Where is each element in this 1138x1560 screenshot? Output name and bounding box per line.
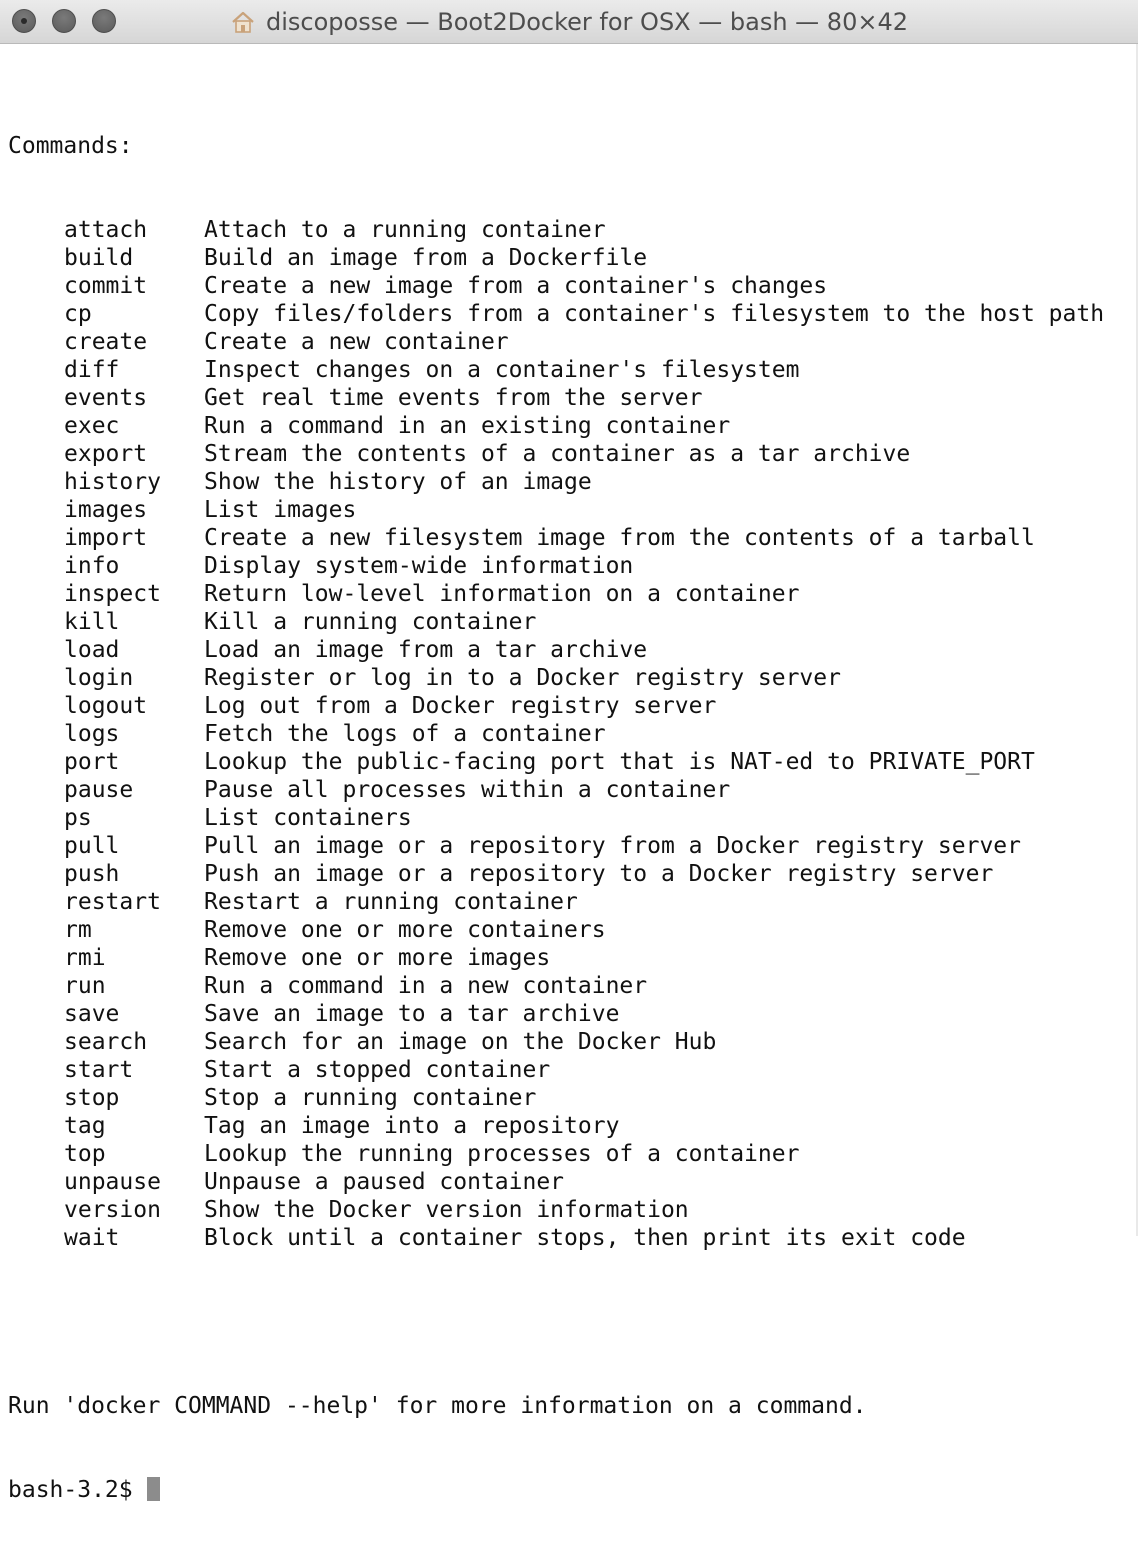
command-row <box>8 720 1138 748</box>
command-name: commit <box>64 273 148 299</box>
command-description: Get real time events from the server <box>204 385 703 411</box>
command-row <box>8 888 1138 916</box>
command-row <box>8 244 1138 272</box>
command-description: Show the history of an image <box>204 469 592 495</box>
command-description: Pull an image or a repository from a Docker registry server <box>204 833 1021 859</box>
command-name: kill <box>64 609 120 635</box>
command-name: build <box>64 245 134 271</box>
command-row <box>8 468 1138 496</box>
command-description: Inspect changes on a container's filesystem <box>204 357 800 383</box>
command-name: import <box>64 525 148 551</box>
command-name: port <box>64 749 120 775</box>
command-row <box>8 692 1138 720</box>
command-row <box>8 1028 1138 1056</box>
command-name: push <box>64 861 120 887</box>
command-description: Run a command in an existing container <box>204 413 731 439</box>
command-name: load <box>64 637 120 663</box>
command-row <box>8 300 1138 328</box>
command-description: Build an image from a Dockerfile <box>204 245 648 271</box>
command-description: Create a new filesystem image from the contents of a tarball <box>204 525 1035 551</box>
window-title-area <box>0 0 1138 44</box>
text-cursor <box>147 1477 160 1501</box>
command-name: top <box>64 1141 106 1167</box>
command-description: Kill a running container <box>204 609 537 635</box>
command-description: List images <box>204 497 357 523</box>
command-description: Pause all processes within a container <box>204 777 731 803</box>
command-name: search <box>64 1029 148 1055</box>
command-row <box>8 664 1138 692</box>
command-name: inspect <box>64 581 161 607</box>
command-row <box>8 748 1138 776</box>
command-name: version <box>64 1197 161 1223</box>
home-folder-icon <box>230 9 256 35</box>
command-name: events <box>64 385 148 411</box>
command-name: save <box>64 1001 120 1027</box>
command-description: List containers <box>204 805 412 831</box>
command-name: exec <box>64 413 120 439</box>
command-row <box>8 972 1138 1000</box>
command-row <box>8 944 1138 972</box>
command-description: Stop a running container <box>204 1085 537 1111</box>
command-description: Show the Docker version information <box>204 1197 689 1223</box>
command-name: pause <box>64 777 134 803</box>
command-description: Save an image to a tar archive <box>204 1001 620 1027</box>
command-row <box>8 1000 1138 1028</box>
command-row <box>8 412 1138 440</box>
command-row <box>8 636 1138 664</box>
command-description: Remove one or more containers <box>204 917 606 943</box>
command-list <box>8 216 1138 1252</box>
command-description: Create a new container <box>204 329 509 355</box>
command-description: Display system-wide information <box>204 553 634 579</box>
command-row <box>8 384 1138 412</box>
command-row <box>8 860 1138 888</box>
prompt-line[interactable] <box>8 1476 1138 1504</box>
command-row <box>8 524 1138 552</box>
command-description: Lookup the public-facing port that is NAT-ed to PRIVATE_PORT <box>204 749 1035 775</box>
window-title: discoposse — Boot2Docker for OSX — bash — 80×42 <box>266 8 908 36</box>
command-description: Log out from a Docker registry server <box>204 693 717 719</box>
command-name: logs <box>64 721 120 747</box>
command-name: diff <box>64 357 120 383</box>
command-description: Return low-level information on a container <box>204 581 800 607</box>
command-name: attach <box>64 217 148 243</box>
command-description: Block until a container stops, then print its exit code <box>204 1225 966 1251</box>
command-row <box>8 1140 1138 1168</box>
command-name: login <box>64 665 134 691</box>
command-name: history <box>64 469 161 495</box>
command-row <box>8 272 1138 300</box>
command-description: Fetch the logs of a container <box>204 721 606 747</box>
command-name: ps <box>64 805 92 831</box>
command-row <box>8 1084 1138 1112</box>
command-row <box>8 916 1138 944</box>
command-row <box>8 580 1138 608</box>
command-row <box>8 1224 1138 1252</box>
command-name: unpause <box>64 1169 161 1195</box>
command-row <box>8 552 1138 580</box>
command-row <box>8 356 1138 384</box>
command-description: Register or log in to a Docker registry server <box>204 665 841 691</box>
command-description: Search for an image on the Docker Hub <box>204 1029 717 1055</box>
command-description: Remove one or more images <box>204 945 551 971</box>
command-name: images <box>64 497 148 523</box>
command-row <box>8 1168 1138 1196</box>
command-description: Unpause a paused container <box>204 1169 565 1195</box>
command-row <box>8 1112 1138 1140</box>
command-row <box>8 804 1138 832</box>
command-name: stop <box>64 1085 120 1111</box>
command-description: Stream the contents of a container as a tar archive <box>204 441 911 467</box>
command-description: Run a command in a new container <box>204 973 648 999</box>
command-row <box>8 216 1138 244</box>
command-name: tag <box>64 1113 106 1139</box>
command-name: run <box>64 973 106 999</box>
command-description: Create a new image from a container's changes <box>204 273 828 299</box>
command-name: pull <box>64 833 120 859</box>
command-name: info <box>64 553 120 579</box>
command-name: start <box>64 1057 134 1083</box>
command-description: Copy files/folders from a container's filesystem to the host path <box>204 301 1105 327</box>
command-description: Push an image or a repository to a Docker registry server <box>204 861 994 887</box>
commands-header: Commands: <box>8 133 133 159</box>
command-name: logout <box>64 693 148 719</box>
command-row <box>8 440 1138 468</box>
terminal-output[interactable] <box>8 76 1138 1560</box>
command-description: Start a stopped container <box>204 1057 551 1083</box>
command-row <box>8 832 1138 860</box>
command-row <box>8 496 1138 524</box>
command-description: Attach to a running container <box>204 217 606 243</box>
command-name: restart <box>64 889 161 915</box>
command-row <box>8 1196 1138 1224</box>
command-name: cp <box>64 301 92 327</box>
command-name: export <box>64 441 148 467</box>
command-description: Restart a running container <box>204 889 578 915</box>
help-footer: Run 'docker COMMAND --help' for more information on a command. <box>8 1393 867 1419</box>
command-name: rmi <box>64 945 106 971</box>
title-bar[interactable] <box>0 0 1138 44</box>
command-name: create <box>64 329 148 355</box>
command-name: rm <box>64 917 92 943</box>
command-description: Lookup the running processes of a container <box>204 1141 800 1167</box>
command-row <box>8 328 1138 356</box>
command-description: Tag an image into a repository <box>204 1113 620 1139</box>
command-description: Load an image from a tar archive <box>204 637 648 663</box>
command-row <box>8 1056 1138 1084</box>
command-row <box>8 776 1138 804</box>
command-row <box>8 608 1138 636</box>
shell-prompt: bash-3.2$ <box>8 1477 133 1503</box>
command-name: wait <box>64 1225 120 1251</box>
